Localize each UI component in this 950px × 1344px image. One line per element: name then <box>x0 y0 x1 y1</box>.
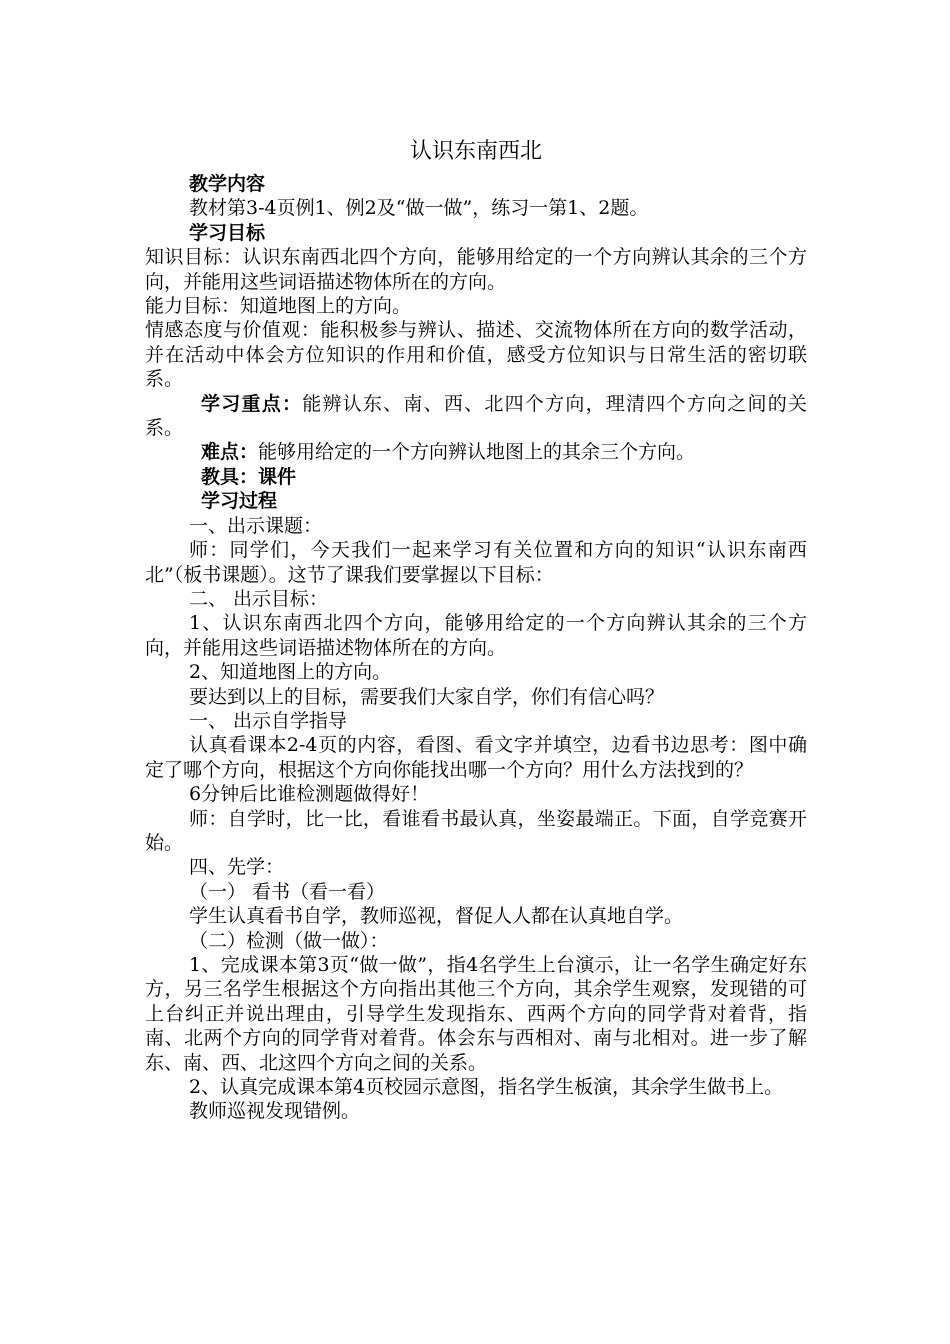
difficulty-text: 能够用给定的一个方向辨认地图上的其余三个方向。 <box>258 441 696 464</box>
section-heading-goals: 学习目标 <box>189 221 266 244</box>
step2-item-1: 1、认识东南西北四个方向，能够用给定的一个方向辨认其余的三个方向，并能用这些词语描述物体所在的方向。 <box>145 612 807 659</box>
paragraph-goal-ability: 能力目标：知道地图上的方向。 <box>145 295 412 318</box>
step2-heading: 二、 出示目标： <box>189 587 329 610</box>
paragraph-content: 教材第3-4页例1、例2及“做一做”，练习一第1、2题。 <box>189 197 649 220</box>
step3-heading: 一、 出示自学指导 <box>189 709 348 732</box>
paragraph-key-point <box>145 392 807 441</box>
difficulty-label: 难点： <box>201 441 259 464</box>
step1-heading: 一、出示课题： <box>189 514 323 537</box>
step4-item-2: 2、认真完成课本第4页校园示意图，指名学生板演，其余学生做书上。 <box>189 1076 784 1099</box>
paragraph-goal-emotion: 情感态度与价值观：能积极参与辨认、描述、交流物体所在方向的数学活动，并在活动中体会方位知识的作用和价值，感受方位知识与日常生活的密切联系。 <box>145 319 807 391</box>
paragraph-goal-knowledge: 知识目标：认识东南西北四个方向，能够用给定的一个方向辨认其余的三个方向，并能用这些词语描述物体所在的方向。 <box>145 246 807 293</box>
step2-item-2: 2、知道地图上的方向。 <box>189 661 392 684</box>
step2-question: 要达到以上的目标，需要我们大家自学，你们有信心吗？ <box>189 685 665 708</box>
document-body <box>145 132 807 1124</box>
step4-sub1-text: 学生认真看书自学，教师巡视，督促人人都在认真地自学。 <box>189 905 684 928</box>
step4-sub1: （一） 看书（看一看） <box>189 880 386 903</box>
page-title: 认识东南西北 <box>409 139 542 164</box>
section-heading-process: 学习过程 <box>201 490 278 513</box>
step4-sub2: （二）检测（做一做）： <box>189 929 389 952</box>
key-point-label: 学习重点： <box>201 392 303 415</box>
step4-item-3: 教师巡视发现错例。 <box>189 1100 361 1123</box>
paragraph-tools: 教具：课件 <box>201 465 297 488</box>
key-point-text: 能辨认东、南、西、北四个方向，理清四个方向之间的关系。 <box>145 392 807 440</box>
section-heading-content: 教学内容 <box>189 173 266 195</box>
step1-text: 师：同学们，今天我们一起来学习有关位置和方向的知识“认识东南西北”（板书课题）。这节了课我们要掌握以下目标： <box>145 539 807 586</box>
step4-heading: 四、先学： <box>189 856 285 879</box>
step3-text: 认真看课本2-4页的内容，看图、看文字并填空，边看书边思考：图中确定了哪个方向，根据这个方向你能找出哪一个方向？用什么方法找到的？ <box>145 734 807 781</box>
step3-teacher: 师：自学时，比一比，看谁看书最认真，坐姿最端正。下面，自学竞赛开始。 <box>145 807 807 854</box>
paragraph-difficulty <box>145 440 807 464</box>
step4-item-1: 1、完成课本第3页“做一做”，指4名学生上台演示，让一名学生确定好东方，另三名学生根据这个方向指出其他三个方向，其余学生观察，发现错的可上台纠正并说出理由，引导学生发现指东、西两个方向的同学背对着背，指南、北两个方向的同学背对着背。体会东与西相对、南与北相对。进一步了解东、南、西、北这四个方向之间的关系。 <box>145 954 807 1074</box>
step3-time: 6分钟后比谁检测题做得好！ <box>189 783 430 806</box>
